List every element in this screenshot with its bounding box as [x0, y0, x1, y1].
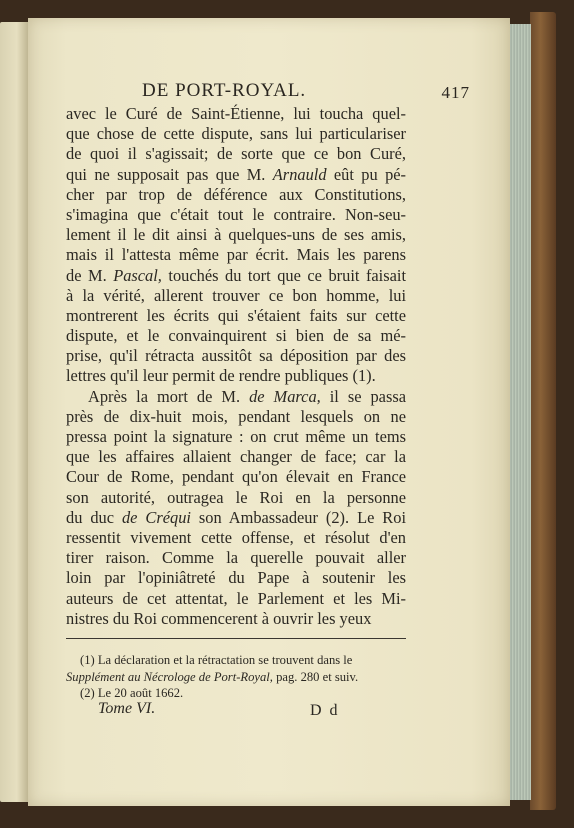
page-footer: [98, 700, 398, 724]
body-text: montrerent les écrits qui s'étaient faits sur cette: [66, 305, 406, 325]
body-line: [66, 185, 406, 205]
body-line: [66, 286, 406, 306]
body-text: lettres qu'il leur permit de rendre publiques (1).: [66, 366, 376, 386]
body-text: du duc: [66, 507, 122, 527]
body-text: Cour de Rome, pendant qu'on élevait en France: [66, 467, 406, 487]
body-line: [66, 225, 406, 245]
body-text: de Marca,: [249, 386, 321, 406]
body-text: Pascal,: [113, 265, 162, 285]
body-text: de M.: [66, 265, 114, 285]
body-line: [66, 508, 406, 528]
body-text: son Ambassadeur (2). Le Roi: [190, 507, 406, 527]
body-line: [66, 609, 406, 629]
body-line: [66, 346, 406, 366]
body-text: eût pu pé-: [326, 164, 407, 184]
body-text: nistres du Roi commencerent à ouvrir les yeux: [66, 608, 372, 628]
body-text: près de dix-huit mois, pendant lesquels on ne: [66, 406, 406, 426]
body-text: que chose de cette dispute, sans lui particulariser: [66, 124, 406, 144]
body-line: [66, 387, 406, 407]
body-line: [66, 488, 406, 508]
body-text: il se passa: [320, 386, 406, 406]
footnote-text: Supplément au Nécrologe de Port-Royal,: [66, 669, 273, 684]
footnote-line: [66, 652, 406, 669]
footnote-text: (2) Le 20 août 1662.: [80, 686, 184, 700]
footnote-rule: [66, 638, 406, 639]
footnote-text: pag. 280 et suiv.: [272, 669, 359, 684]
body-line: [66, 306, 406, 326]
signature-mark: D d: [310, 702, 340, 719]
body-text: pressa point la signature : on crut même un tems: [66, 427, 406, 446]
page-number: 417: [441, 83, 470, 102]
body-text: prise, qu'il rétracta aussitôt sa déposition par des: [66, 346, 406, 366]
body-text: avec le Curé de Saint-Étienne, lui toucha quel-: [66, 104, 406, 123]
body-line: [66, 427, 406, 447]
body-line: [66, 124, 406, 144]
volume-label: Tome VI.: [98, 700, 156, 717]
body-text: de quoi il s'agissait; de sorte que ce bon Curé,: [66, 144, 406, 164]
running-title: DE PORT-ROYAL.: [142, 80, 307, 101]
body-line: [66, 165, 406, 185]
body-text: que les affaires allaient changer de face; car la: [66, 447, 406, 467]
body-text: ressentit vivement cette offense, et résolut d'en: [66, 527, 406, 547]
body-line: [66, 205, 406, 225]
body-line: [66, 366, 406, 386]
body-text: qui ne supposait pas que M.: [66, 164, 273, 184]
facing-page-edge: [0, 22, 28, 802]
page-header: [100, 80, 470, 106]
body-text: son autorité, outragea le Roi en la personne: [66, 487, 406, 507]
body-line: [66, 447, 406, 467]
body-line: [66, 245, 406, 265]
body-line: [66, 528, 406, 548]
body-line: [66, 104, 406, 124]
body-text: dispute, et le convainquirent si bien de sa mé-: [66, 326, 406, 346]
body-text: lement il le dit ainsi à quelques-uns de ses amis,: [66, 225, 406, 245]
body-text: Arnauld: [272, 164, 327, 184]
body-text: de Créqui: [121, 507, 191, 527]
body-text: loin par l'opiniâtreté du Pape à soutenir les: [66, 568, 406, 588]
footnote-text: (1) La déclaration et la rétractation se trouvent dans le: [80, 653, 353, 667]
footnotes: [66, 652, 406, 702]
footnote-line: [66, 669, 406, 686]
body-text: tirer raison. Comme la querelle pouvait aller: [66, 548, 406, 568]
body-text: cher par trop de déférence aux Constitutions,: [66, 184, 406, 204]
body-text: [66, 104, 406, 629]
body-line: [66, 144, 406, 164]
body-line: [66, 407, 406, 427]
book-cover-edge: [530, 12, 556, 810]
body-line: [66, 326, 406, 346]
body-line: [66, 568, 406, 588]
body-text: auteurs de cet attentat, le Parlement et les Mi-: [66, 588, 406, 608]
body-text: touchés du tort que ce bruit faisait: [161, 265, 406, 285]
body-line: [66, 589, 406, 609]
body-text: à la vérité, allerent trouver ce bon homme, lui: [66, 285, 406, 305]
body-text: s'imagina que c'était tout le contraire. Non-seu-: [66, 204, 406, 224]
page-block-edges: [508, 24, 531, 800]
body-text: mais il l'attesta même par écrit. Mais les parens: [66, 245, 406, 265]
body-text: Après la mort de M.: [88, 386, 250, 406]
body-line: [66, 467, 406, 487]
body-line: [66, 266, 406, 286]
body-line: [66, 548, 406, 568]
